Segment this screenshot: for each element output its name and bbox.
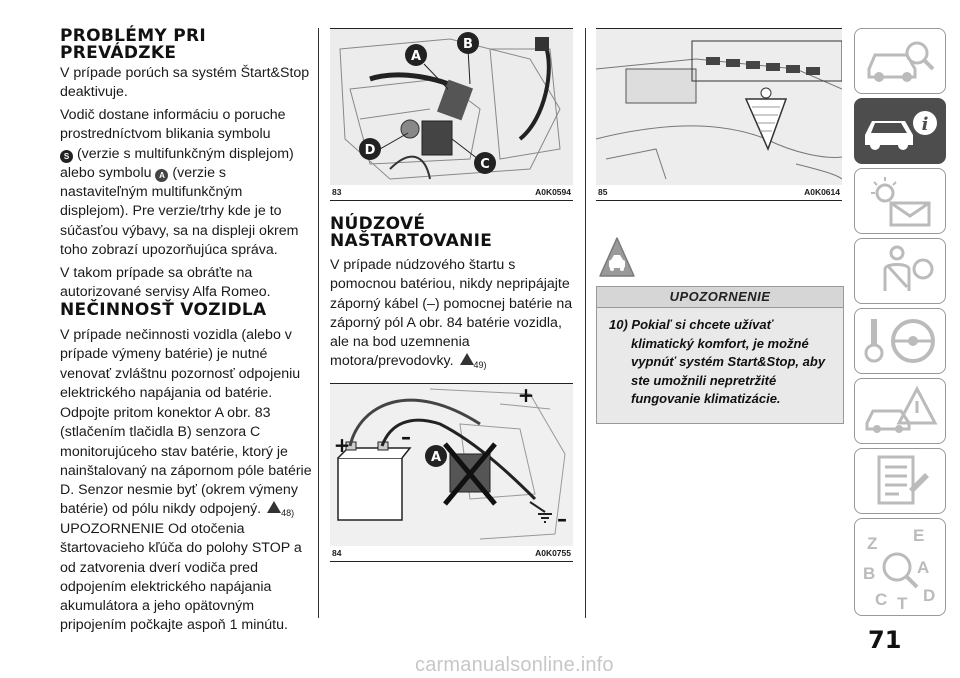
figure-85 [596,28,842,185]
figure-84 [330,383,573,546]
warning-triangle-icon [460,353,474,365]
paragraph-service: V takom prípade sa obráťte na autorizované servisy Alfa Romeo. [60,265,271,301]
figure-85-number: 85 [598,187,608,197]
dashboard-lights-icon [855,169,945,233]
warning-box [596,286,844,424]
paragraph-fault-part3: (verzie s nastaviteľným multifunkčným displejom). Pre verzie/trhy kde je to súčasťou výbavy, sa na displeji okrem toho zobrazí upozorňujúca správa. [60,164,299,259]
watermark[interactable]: carmanualsonline.info [415,654,614,676]
car-warning-sign-icon [598,236,636,280]
warning-note-10: 10) Pokiaľ si chcete užívať klimatický komfort, je možné vypnúť systém Start&Stop, aby ste umožnili nepretržité fungovanie klimatizácie. [609,317,826,406]
fig83-label-A: A [410,49,422,64]
car-search-icon [855,29,945,93]
index-letter-E: E [913,526,925,545]
note-ref-48: 48) [281,508,295,519]
index-letter-A: A [917,558,930,577]
index-letter-C: C [875,590,888,609]
figure-83-code: A0K0594 [535,187,571,197]
fig83-label-D: D [364,143,376,158]
tab-car-warning[interactable] [854,378,946,444]
seatbelt-safety-icon [855,239,945,303]
figure-85-caption [596,184,842,201]
tab-car-search[interactable] [854,28,946,94]
figure-84-number: 84 [332,548,342,558]
svg-text:i: i [921,114,929,135]
startstop-warning-symbol-icon: A [155,169,168,182]
car-warning-icon [855,379,945,443]
heading-operating-problems: PROBLÉMY PRI PREVÁDZKE [60,26,207,63]
page-number: 71 [868,626,902,654]
paragraph-fault-part1: Vodič dostane informáciu o poruche prostredníctvom blikania symbolu [60,107,286,143]
car-info-icon [855,99,945,163]
paragraph-deactivation: V prípade porúch sa systém Štart&Stop deaktivuje. [60,65,310,101]
warning-triangle-icon [267,501,281,513]
index-letter-D: D [923,586,936,605]
tab-seatbelt-safety[interactable] [854,238,946,304]
index-letter-T: T [897,594,908,613]
paragraph-inactivity: V prípade nečinnosti vozidla (alebo v prípade výmeny batérie) je nutné venovať zvláštnu pozornosť odpojeniu elektrického napájania od batérie. [60,327,301,401]
jump-start-illustration [330,384,573,546]
car-front-grille-illustration [596,29,842,185]
tab-car-info[interactable] [854,98,946,164]
fig84-label-plus-left: + [333,433,351,457]
tab-dashboard-lights[interactable] [854,168,946,234]
tab-alphabet-index[interactable] [854,518,946,616]
battery-sensor-illustration [330,29,573,185]
heading-emergency-start: NÚDZOVÉ NAŠTARTOVANIE [330,214,493,251]
warning-title: UPOZORNENIE [597,287,843,308]
checklist-icon [855,449,945,513]
steering-key-icon [855,309,945,373]
fig83-label-C: C [480,157,490,172]
fig84-label-minus-left: – [401,425,411,449]
figure-83-number: 83 [332,187,342,197]
paragraph-emergency-start [330,256,573,376]
paragraph-disconnect-text: Odpojte pritom konektor A obr. 83 (stlačením tlačidla B) senzora C monitorujúceho stav batérie, ktorý je nainštalovaný na zápornom póle batérie D. Senzor nesmie byť (okrem výmeny batérie) od pólu nikdy odpojený. [60,405,312,518]
fig84-label-A: A [430,450,442,465]
fig83-label-B: B [463,37,473,52]
figure-83-caption [330,184,573,201]
figure-84-code: A0K0755 [535,548,571,558]
figure-85-code: A0K0614 [804,187,840,197]
warning-text [597,308,843,419]
paragraph-fault-part2: (verzie s multifunkčným displejom) alebo symbolu [60,145,294,181]
fig84-label-plus-right: + [517,384,535,407]
figure-83 [330,28,573,185]
paragraph-emergency-start-text: V prípade núdzového štartu s pomocnou batériou, nikdy nepripájajte záporný kábel (–) pomocnej batérie na záporný pól A obr. 84 batérie vozidla, ale na bod uzemnenia motora/prevodovky. [330,257,573,370]
tab-steering-key[interactable] [854,308,946,374]
startstop-symbol-icon: S [60,150,73,163]
fig84-label-minus-right: – [557,507,567,531]
note-ref-49: 49) [473,360,487,371]
figure-84-caption [330,545,573,562]
tab-checklist[interactable] [854,448,946,514]
index-letter-B: B [863,564,876,583]
paragraph-wait-notice: UPOZORNENIE Od otočenia štartovacieho kľúča do polohy STOP a od zatvorenia dverí vodiča pred odpojením elektrického napájania akumulátora a jeho opätovným pripojením počkajte aspoň 1 minútu. [60,521,302,634]
paragraph-disconnect [60,404,312,524]
alphabet-index-icon [855,519,945,615]
paragraph-fault-indication [60,106,312,260]
heading-vehicle-inactivity: NEČINNOSŤ VOZIDLA [60,300,267,320]
column-divider-2 [585,28,586,618]
column-divider-1 [318,28,319,618]
index-letter-Z: Z [867,534,878,553]
